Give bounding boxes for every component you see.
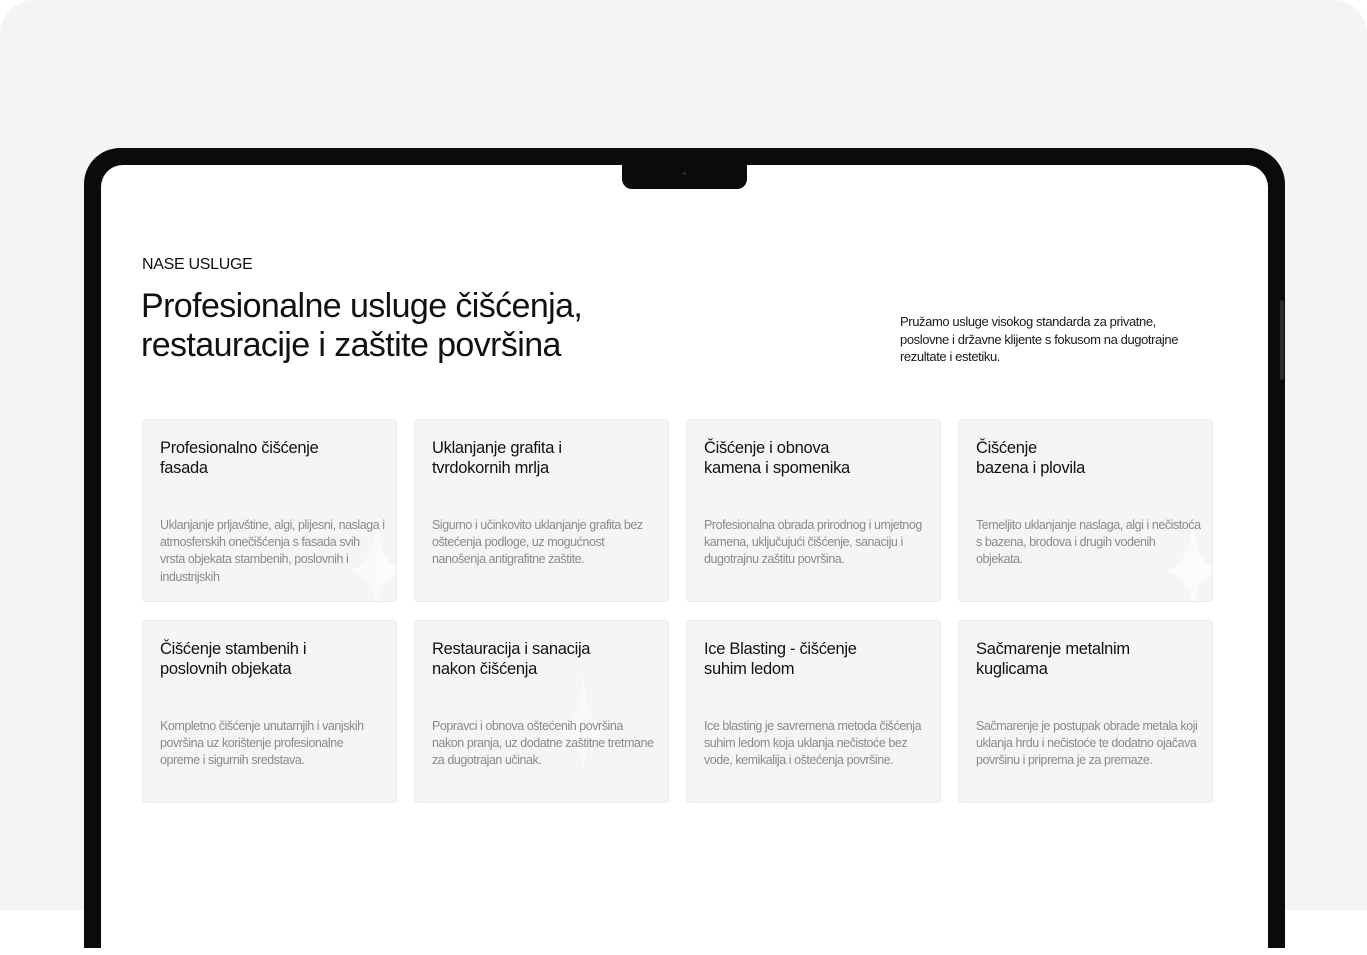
service-card-grafiti[interactable] bbox=[414, 419, 669, 602]
service-title-line-1: Čišćenje i obnova bbox=[704, 439, 830, 457]
service-title-line-2: bazena i plovila bbox=[976, 459, 1085, 477]
service-description: Popravci i obnova oštećenih površina nakon pranja, uz dodatne zaštitne tretmane za dugotrajan učinak. bbox=[432, 719, 654, 768]
service-title bbox=[432, 639, 647, 679]
service-title-line-1: Profesionalno čišćenje bbox=[160, 439, 319, 457]
service-title-line-2: fasada bbox=[160, 459, 208, 477]
service-card-kamen[interactable] bbox=[686, 419, 941, 602]
laptop-screen bbox=[101, 165, 1268, 955]
service-card-fasade[interactable] bbox=[142, 419, 397, 602]
service-title-line-1: Restauracija i sanacija bbox=[432, 640, 591, 658]
service-title bbox=[704, 639, 919, 679]
service-title-line-2: poslovnih objekata bbox=[160, 660, 292, 678]
section-title-line-1: Profesionalne usluge čišćenja, bbox=[141, 287, 583, 325]
service-title-line-2: suhim ledom bbox=[704, 660, 795, 678]
service-description: Ice blasting je savremena metoda čišćenja suhim ledom koja uklanja nečistoće bez vode, kemikalija i oštećenja površine. bbox=[704, 719, 922, 768]
camera-notch bbox=[622, 165, 747, 189]
service-title-line-1: Sačmarenje metalnim bbox=[976, 640, 1130, 658]
section-intro: Pružamo usluge visokog standarda za privatne, poslovne i državne klijente s fokusom na dugotrajne rezultate i estetiku. bbox=[900, 314, 1179, 364]
service-card-ice-blasting[interactable] bbox=[686, 620, 941, 803]
device-side-button bbox=[1280, 300, 1284, 380]
service-title bbox=[976, 639, 1191, 679]
service-title bbox=[160, 639, 375, 679]
service-description: Profesionalna obrada prirodnog i umjetnog kamena, uključujući čišćenje, sanaciju i dugotrajnu zaštitu površina. bbox=[704, 518, 922, 567]
service-title bbox=[976, 438, 1191, 478]
section-eyebrow: NASE USLUGE bbox=[142, 256, 253, 273]
section-title-line-2: restauracije i zaštite površina bbox=[141, 326, 561, 364]
services-grid bbox=[142, 419, 1213, 803]
service-title-line-1: Čišćenje stambenih i bbox=[160, 640, 307, 658]
section-title bbox=[141, 287, 701, 365]
service-title bbox=[432, 438, 647, 478]
camera-dot bbox=[683, 172, 686, 175]
service-title-line-2: kuglicama bbox=[976, 660, 1048, 678]
service-title-line-2: nakon čišćenja bbox=[432, 660, 537, 678]
service-title bbox=[160, 438, 375, 478]
service-title-line-2: tvrdokornih mrlja bbox=[432, 459, 549, 477]
service-title-line-1: Čišćenje bbox=[976, 439, 1037, 457]
service-description: Temeljito uklanjanje naslaga, algi i nečistoća s bazena, brodova i drugih vodenih objekata. bbox=[976, 518, 1201, 567]
service-title-line-1: Ice Blasting - čišćenje bbox=[704, 640, 857, 658]
service-card-objekti[interactable] bbox=[142, 620, 397, 803]
service-description: Sigurno i učinkovito uklanjanje grafita bez oštećenja podloge, uz mogućnost nanošenja antigrafitne zaštite. bbox=[432, 518, 643, 567]
service-description: Uklanjanje prljavštine, algi, plijesni, naslaga i atmosferskih onečišćenja s fasada svih vrsta objekata stambenih, poslovnih i industrijskih bbox=[160, 518, 385, 584]
service-card-restauracija[interactable] bbox=[414, 620, 669, 803]
service-title-line-2: kamena i spomenika bbox=[704, 459, 850, 477]
service-description: Sačmarenje je postupak obrade metala koji uklanja hrdu i nečistoće te dodatno ojačava površinu i priprema je za premaze. bbox=[976, 719, 1198, 768]
service-title-line-1: Uklanjanje grafita i bbox=[432, 439, 562, 457]
service-description: Kompletno čišćenje unutarnjih i vanjskih površina uz korištenje profesionalne opreme i sigurnih sredstava. bbox=[160, 719, 364, 768]
service-card-bazeni[interactable] bbox=[958, 419, 1213, 602]
service-card-sacmarenje[interactable] bbox=[958, 620, 1213, 803]
service-title bbox=[704, 438, 919, 478]
